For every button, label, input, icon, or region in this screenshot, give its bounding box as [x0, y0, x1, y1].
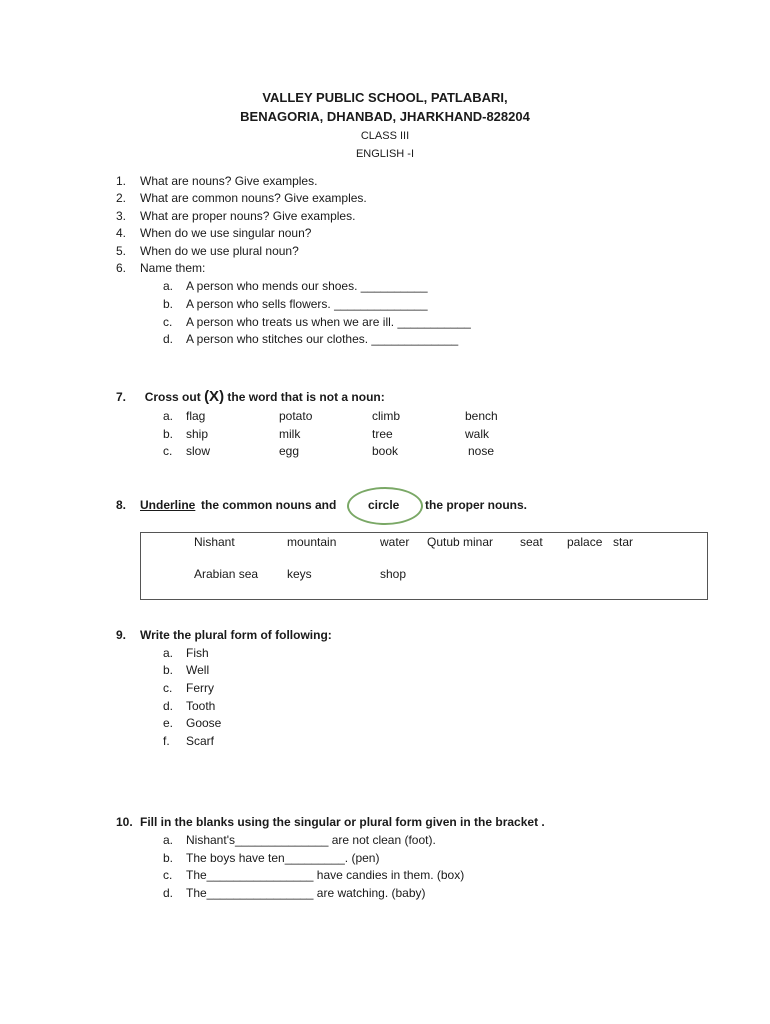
- item-text: Ferry: [186, 681, 214, 695]
- item-letter: b.: [163, 297, 174, 311]
- item-letter: f.: [163, 734, 170, 748]
- item-letter: d.: [163, 332, 174, 346]
- row-letter: b.: [163, 427, 174, 441]
- word: seat: [520, 535, 543, 549]
- question-number: 5.: [116, 244, 127, 258]
- question-number: 3.: [116, 209, 127, 223]
- item-letter: c.: [163, 681, 173, 695]
- word: mountain: [287, 535, 337, 549]
- item-text: Goose: [186, 716, 222, 730]
- item-letter: c.: [163, 315, 173, 329]
- word: palace: [567, 535, 603, 549]
- question-text: Name them:: [140, 261, 206, 275]
- word: shop: [380, 567, 407, 581]
- item-letter: a.: [163, 279, 174, 293]
- item-letter: c.: [163, 868, 173, 882]
- question-number: 2.: [116, 191, 127, 205]
- word: Qutub minar: [427, 535, 494, 549]
- item-letter: d.: [163, 699, 174, 713]
- question-number: 7.: [116, 390, 127, 404]
- word: star: [613, 535, 634, 549]
- word: egg: [279, 444, 300, 458]
- row-letter: a.: [163, 409, 174, 423]
- item-letter: e.: [163, 716, 174, 730]
- question-7-heading: [116, 389, 385, 405]
- question-text-middle: the common nouns and: [201, 498, 337, 512]
- question-text-end: the word that is not a noun:: [227, 390, 385, 404]
- word: Arabian sea: [194, 567, 259, 581]
- word: walk: [465, 427, 490, 441]
- item-text: Well: [186, 663, 210, 677]
- school-name-line2: BENAGORIA, DHANBAD, JHARKHAND-828204: [240, 109, 530, 124]
- item-text: The________________ are watching. (baby): [186, 886, 426, 900]
- item-text: Fish: [186, 646, 209, 660]
- row-letter: c.: [163, 444, 173, 458]
- question-text: When do we use plural noun?: [140, 244, 299, 258]
- word: ship: [186, 427, 209, 441]
- subject-label: ENGLISH -I: [355, 148, 415, 160]
- question-number: 8.: [116, 498, 127, 512]
- question-10-title: Fill in the blanks using the singular or plural form given in the bracket .: [140, 815, 545, 829]
- word: potato: [279, 409, 313, 423]
- question-number: 1.: [116, 174, 127, 188]
- item-letter: d.: [163, 886, 174, 900]
- word: bench: [465, 409, 498, 423]
- question-text: What are nouns? Give examples.: [140, 174, 318, 188]
- word: nose: [468, 444, 495, 458]
- item-text: Nishant's______________ are not clean (foot).: [186, 833, 436, 847]
- question-text: What are proper nouns? Give examples.: [140, 209, 356, 223]
- item-text: A person who mends our shoes. __________: [186, 279, 428, 293]
- word: tree: [372, 427, 393, 441]
- school-name-line1: VALLEY PUBLIC SCHOOL, PATLABARI,: [262, 90, 508, 105]
- word: flag: [186, 409, 206, 423]
- item-text: A person who treats us when we are ill. ___________: [186, 315, 471, 329]
- word: slow: [186, 444, 211, 458]
- word: water: [380, 535, 410, 549]
- question-text-end: the proper nouns.: [425, 498, 527, 512]
- item-letter: b.: [163, 663, 174, 677]
- question-number: 9.: [116, 628, 127, 642]
- item-text: Tooth: [186, 699, 216, 713]
- class-label: CLASS III: [360, 130, 410, 142]
- item-text: A person who sells flowers. ______________: [186, 297, 428, 311]
- word: milk: [279, 427, 301, 441]
- word: Nishant: [194, 535, 235, 549]
- question-text-start: Cross out: [144, 390, 201, 404]
- circle-word: circle: [368, 498, 400, 512]
- question-9-title: Write the plural form of following:: [140, 628, 332, 642]
- cross-mark: (X): [204, 388, 225, 405]
- item-letter: b.: [163, 851, 174, 865]
- word: climb: [372, 409, 401, 423]
- question-text: What are common nouns? Give examples.: [140, 191, 367, 205]
- item-letter: a.: [163, 646, 174, 660]
- question-number: 10.: [116, 815, 133, 829]
- question-number: 6.: [116, 261, 127, 275]
- item-text: The________________ have candies in them. (box): [186, 868, 465, 882]
- item-letter: a.: [163, 833, 174, 847]
- item-text: Scarf: [186, 734, 215, 748]
- question-number: 4.: [116, 226, 127, 240]
- word: keys: [287, 567, 312, 581]
- question-text: When do we use singular noun?: [140, 226, 312, 240]
- item-text: The boys have ten_________. (pen): [186, 851, 380, 865]
- item-text: A person who stitches our clothes. _____________: [186, 332, 459, 346]
- underline-word: Underline: [140, 498, 196, 512]
- word: book: [372, 444, 399, 458]
